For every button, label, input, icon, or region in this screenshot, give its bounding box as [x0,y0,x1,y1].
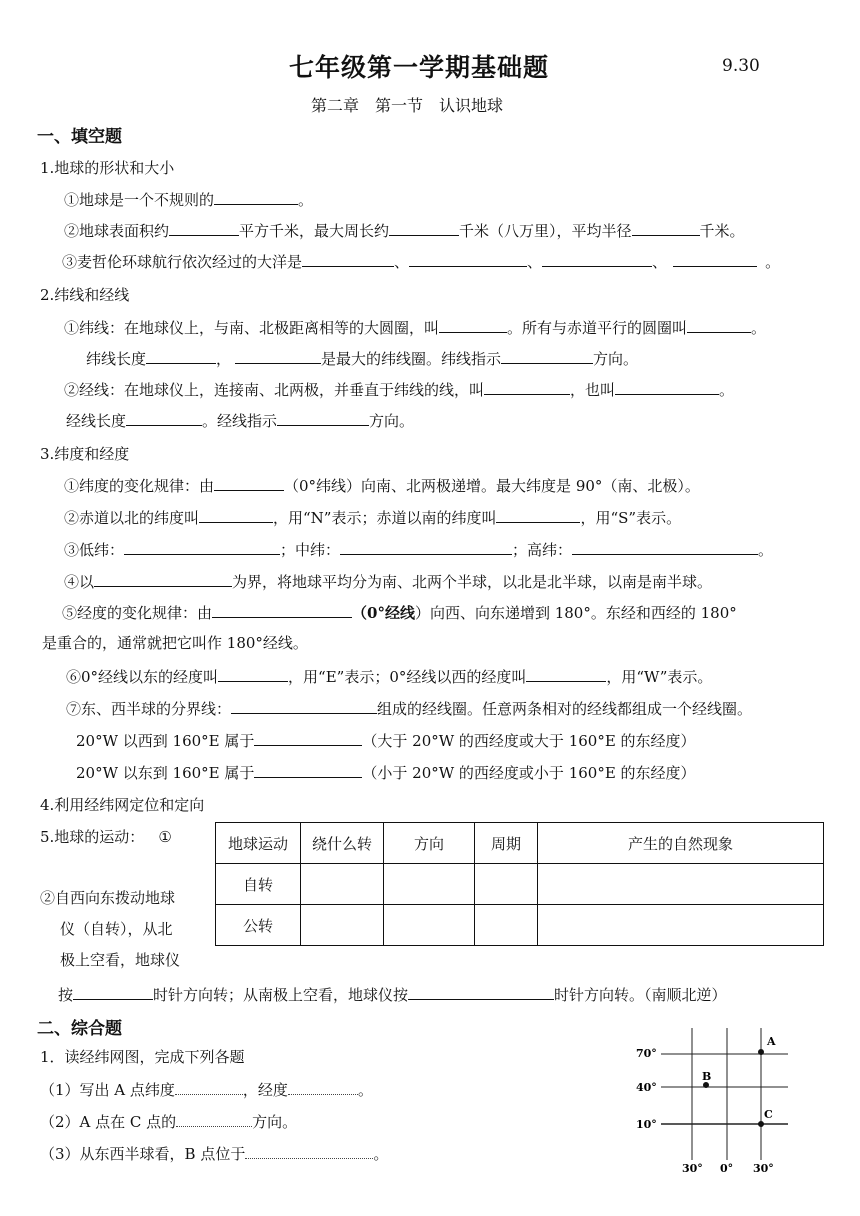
q5-p4-text3: 时针方向转。（南顺北逆） [554,986,727,1004]
blank[interactable] [389,220,459,236]
q2-c-text2: ，也叫 [570,381,616,399]
q3-item-d [64,571,712,592]
blank[interactable] [439,317,507,333]
section-title-fill-blank: 一、填空题 [37,127,122,147]
blank[interactable] [496,507,580,523]
q3-e-text: ⑤经度的变化规律：由 [62,604,213,622]
q3-item-e [62,602,737,623]
lat-label: 10° [636,1118,657,1131]
q4-heading: 4.利用经纬网定位和定向 [40,796,205,814]
sep: 、 [527,253,543,271]
q3-i-text2: （小于 20°W 的西经度或小于 160°E 的东经度） [362,764,696,782]
end: 。 [373,1145,389,1163]
table-header: 地球运动 [216,823,301,864]
blank[interactable] [214,475,284,491]
q2-b-text4: 方向。 [593,350,639,368]
blank[interactable] [615,379,719,395]
q5-p4-text: 按 [58,986,74,1004]
q2-item-a [64,317,766,338]
q3-item-b [64,507,681,528]
blank[interactable] [409,251,527,267]
blank[interactable] [245,1143,373,1159]
point-b-label: B [702,1070,712,1083]
blank[interactable] [126,410,202,426]
lat-label: 70° [636,1047,657,1060]
q1-c-text: ③麦哲伦环球航行依次经过的大洋是 [62,253,303,271]
blank[interactable] [687,317,751,333]
s2-q1-heading: 1．读经纬网图，完成下列各题 [40,1048,245,1066]
table-cell[interactable] [538,864,824,905]
lon-label: 0° [720,1162,734,1175]
q2-d-text2: 。经线指示 [202,412,278,430]
blank[interactable] [218,666,288,682]
sep: 、 [394,253,410,271]
q3-item-i [76,762,696,783]
q2-a-text: ①纬线：在地球仪上，与南、北极距离相等的大圆圈，叫 [64,319,440,337]
q3-item-g [66,698,752,719]
table-row [216,905,824,946]
q3-h-text: 20°W 以西到 160°E 属于 [76,732,255,750]
q1-b-text3: 千米（八万里），平均半径 [459,222,632,240]
q5-para-line3: 极上空看，地球仪 [60,951,181,969]
q3-g-text2: 组成的经线圈。任意两条相对的经线都组成一个经线圈。 [377,700,753,718]
end: 。 [357,1081,373,1099]
end: 。 [765,253,781,271]
chapter-subtitle: 第二章 第一节 认识地球 [311,96,504,115]
q1-heading: 1.地球的形状和大小 [40,159,175,177]
q3-d-text: ④以 [64,573,95,591]
s2-item-3 [40,1143,388,1164]
q2-heading: 2.纬线和经线 [40,286,130,304]
s2-2-text: （2）A 点在 C 点的 [40,1113,177,1131]
blank[interactable] [254,730,362,746]
q3-b-text3: ，用“S”表示。 [580,509,682,527]
q3-e-text3: ）向西、向东递增到 180°。东经和西经的 180° [414,604,737,622]
sep: 、 [652,253,668,271]
blank[interactable] [199,507,273,523]
q2-b-text: 纬线长度 [86,350,147,368]
blank[interactable] [212,602,352,618]
q3-i-text: 20°W 以东到 160°E 属于 [76,764,255,782]
table-header: 产生的自然现象 [538,823,824,864]
table-cell[interactable] [538,905,824,946]
q1-b-text2: 平方千米，最大周长约 [239,222,390,240]
blank[interactable] [254,762,362,778]
q3-item-c [64,539,773,560]
s2-2-text2: 方向。 [252,1113,298,1131]
blank[interactable] [302,251,394,267]
q3-item-e-cont: 是重合的，通常就把它叫作 180°经线。 [42,634,308,652]
blank[interactable] [340,539,512,555]
q1-item-a [64,189,313,210]
q3-c-text2: ；中纬： [280,541,341,559]
q1-a-end: 。 [298,191,314,209]
q5-circle-marker: ① [158,828,172,846]
q2-item-d [66,410,414,431]
table-cell: 公转 [216,905,301,946]
q3-a-text: ①纬度的变化规律：由 [64,477,215,495]
q3-c-text: ③低纬： [64,541,125,559]
q3-f-text2: ，用“E”表示；0°经线以西的经度叫 [288,668,527,686]
q3-b-text: ②赤道以北的纬度叫 [64,509,200,527]
q3-item-f [66,666,712,687]
blank[interactable] [288,1079,358,1095]
blank[interactable] [214,189,298,205]
q3-heading: 3.纬度和经度 [40,445,130,463]
q3-h-text2: （大于 20°W 的西经度或大于 160°E 的东经度） [362,732,696,750]
q2-item-b [86,348,638,369]
table-header: 绕什么转 [301,823,384,864]
q2-c-text: ②经线：在地球仪上，连接南、北两极，并垂直于纬线的线，叫 [64,381,485,399]
table-header-row [216,823,824,864]
table-cell[interactable] [301,864,384,905]
q5-head-text: 5.地球的运动： [40,828,145,846]
q3-d-text2: 为界，将地球平均分为南、北两个半球，以北是北半球，以南是南半球。 [232,573,713,591]
blank[interactable] [231,698,377,714]
end: 。 [751,319,767,337]
s2-item-1 [40,1079,373,1100]
s2-item-2 [40,1111,297,1132]
point-c-label: C [764,1108,773,1121]
q2-b-text3: 是最大的纬线圈。纬线指示 [321,350,502,368]
point-c-marker [758,1121,764,1127]
end: 。 [719,381,735,399]
table-cell[interactable] [301,905,384,946]
s2-1-text2: ，经度 [242,1081,288,1099]
blank[interactable] [73,984,153,1000]
blank[interactable] [632,220,700,236]
blank[interactable] [526,666,606,682]
q5-para-line1: ②自西向东拨动地球 [40,889,176,907]
blank[interactable] [94,571,232,587]
q1-a-text: ①地球是一个不规则的 [64,191,215,209]
sep: ， [216,350,232,368]
blank[interactable] [277,410,369,426]
blank[interactable] [169,220,239,236]
s2-3-text: （3）从东西半球看，B 点位于 [40,1145,246,1163]
q1-b-text4: 千米。 [699,222,745,240]
blank[interactable] [572,539,758,555]
q1-item-c [62,251,780,272]
q3-f-text: ⑥0°经线以东的经度叫 [66,668,219,686]
s2-1-text: （1）写出 A 点纬度 [40,1081,175,1099]
earth-motion-table [215,822,824,946]
q3-f-text3: ，用“W”表示。 [606,668,713,686]
blank[interactable] [124,539,280,555]
q3-b-text2: ，用“N”表示；赤道以南的纬度叫 [273,509,497,527]
end: 。 [758,541,774,559]
q3-e-bold: （0°经线 [352,604,415,622]
table-header: 周期 [475,823,538,864]
q5-para-line2: 仪（自转），从北 [60,920,173,938]
q1-item-b [64,220,745,241]
q5-heading [40,827,172,847]
q2-d-text: 经线长度 [66,412,127,430]
table-header: 方向 [384,823,475,864]
blank[interactable] [501,348,593,364]
q3-item-h [76,730,696,751]
lat-lon-grid-figure [630,1020,810,1178]
blank[interactable] [146,348,216,364]
lon-label: 30° [753,1162,774,1175]
blank[interactable] [235,348,321,364]
section-title-comprehensive: 二、综合题 [37,1019,122,1039]
table-cell[interactable] [384,864,475,905]
blank[interactable] [176,1111,252,1127]
q3-item-a [64,475,700,496]
lat-label: 40° [636,1081,657,1094]
q5-p4-text2: 时针方向转；从南极上空看，地球仪按 [153,986,409,1004]
blank[interactable] [408,984,554,1000]
table-row [216,864,824,905]
blank[interactable] [484,379,570,395]
q1-b-text: ②地球表面积约 [64,222,170,240]
point-a-marker [758,1049,764,1055]
blank[interactable] [175,1079,243,1095]
lon-label: 30° [682,1162,703,1175]
point-a-label: A [767,1035,776,1048]
page-title: 七年级第一学期基础题 [289,53,550,82]
date-label: 9.30 [722,56,760,76]
q3-a-text2: （0°纬线）向南、北两极递增。最大纬度是 90°（南、北极）。 [284,477,700,495]
q5-para-line4 [58,984,727,1005]
q3-g-text: ⑦东、西半球的分界线： [66,700,232,718]
table-cell[interactable] [475,864,538,905]
table-cell[interactable] [475,905,538,946]
blank[interactable] [542,251,652,267]
table-cell: 自转 [216,864,301,905]
table-cell[interactable] [384,905,475,946]
blank[interactable] [673,251,757,267]
q2-item-c [64,379,734,400]
q2-a-text2: 。所有与赤道平行的圆圈叫 [507,319,688,337]
q3-c-text3: ；高纬： [512,541,573,559]
q2-d-text3: 方向。 [369,412,415,430]
